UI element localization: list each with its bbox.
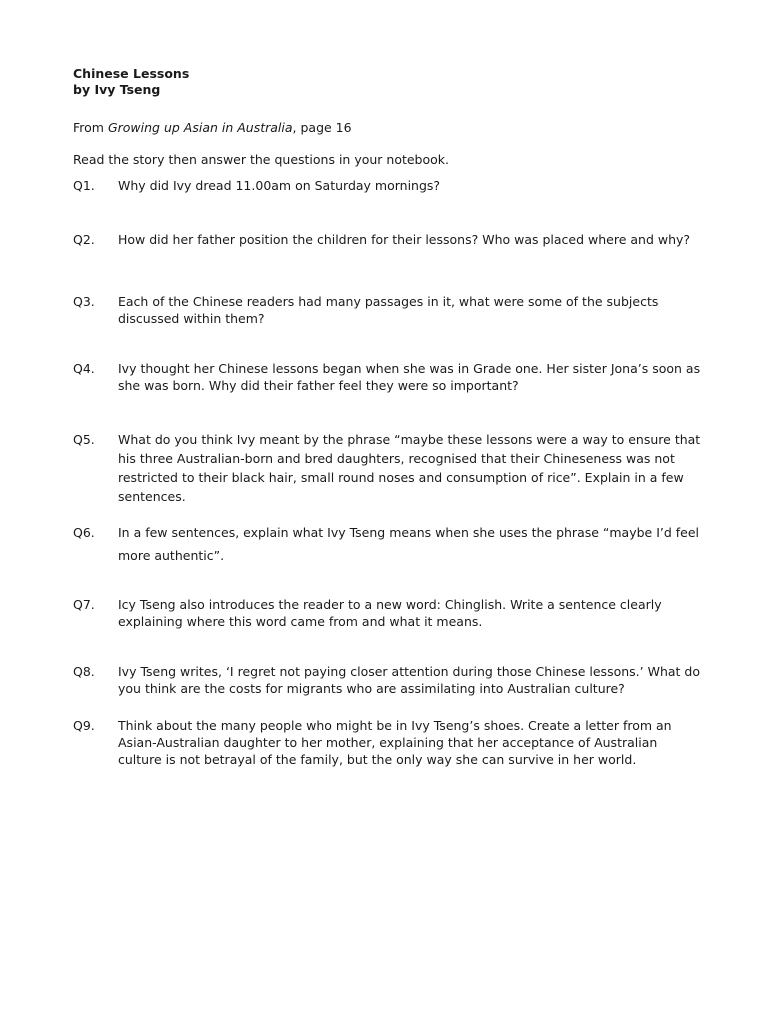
question-text: Icy Tseng also introduces the reader to a new word: Chinglish. Write a sentence clearly explaining where this word came from and what it means. — [118, 597, 662, 629]
source-prefix: From — [73, 120, 108, 135]
question-number: Q2. — [73, 232, 95, 247]
question-2 — [73, 231, 703, 248]
question-8 — [73, 663, 703, 697]
question-number: Q8. — [73, 664, 95, 679]
question-9 — [73, 717, 703, 768]
question-number: Q9. — [73, 718, 95, 733]
source-line — [73, 120, 703, 136]
source-suffix: , page 16 — [292, 120, 352, 135]
question-number: Q3. — [73, 294, 95, 309]
question-text: Ivy thought her Chinese lessons began when she was in Grade one. Her sister Jona’s soon as she was born. Why did their father feel they were so important? — [118, 361, 701, 393]
question-number: Q1. — [73, 178, 95, 193]
question-number: Q4. — [73, 361, 95, 376]
author-byline: by Ivy Tseng — [73, 82, 161, 97]
question-text: What do you think Ivy meant by the phrase “maybe these lessons were a way to ensure that his three Australian-born and bred daughters, recognised that their Chineseness was not restricted to their black hair, small round noses and consumption of rice”. Explain in a few sentences. — [118, 432, 701, 504]
question-number: Q7. — [73, 597, 95, 612]
title-block — [73, 66, 703, 98]
question-number: Q5. — [73, 432, 95, 447]
document-title: Chinese Lessons — [73, 66, 190, 81]
instructions: Read the story then answer the questions in your notebook. — [73, 152, 450, 167]
question-4 — [73, 360, 703, 394]
question-7 — [73, 596, 703, 630]
question-number: Q6. — [73, 525, 95, 540]
question-5 — [73, 430, 703, 506]
question-text: Think about the many people who might be in Ivy Tseng’s shoes. Create a letter from an Asian-Australian daughter to her mother, explaining that her acceptance of Australian culture is not betrayal of the family, but the only way she can survive in her world. — [118, 718, 672, 767]
question-text: Each of the Chinese readers had many passages in it, what were some of the subjects discussed within them? — [118, 294, 659, 326]
question-text: How did her father position the children for their lessons? Who was placed where and why? — [118, 232, 691, 247]
worksheet-page — [73, 66, 703, 168]
question-1 — [73, 177, 703, 194]
question-3 — [73, 293, 703, 327]
question-text: Why did Ivy dread 11.00am on Saturday mornings? — [118, 178, 441, 193]
source-book-title: Growing up Asian in Australia — [107, 120, 293, 135]
question-6 — [73, 521, 703, 567]
question-text: Ivy Tseng writes, ‘I regret not paying closer attention during those Chinese lessons.’ What do you think are the costs for migrants who are assimilating into Australian culture? — [118, 664, 700, 696]
question-text: In a few sentences, explain what Ivy Tseng means when she uses the phrase “maybe I’d feel more authentic”. — [118, 525, 700, 563]
